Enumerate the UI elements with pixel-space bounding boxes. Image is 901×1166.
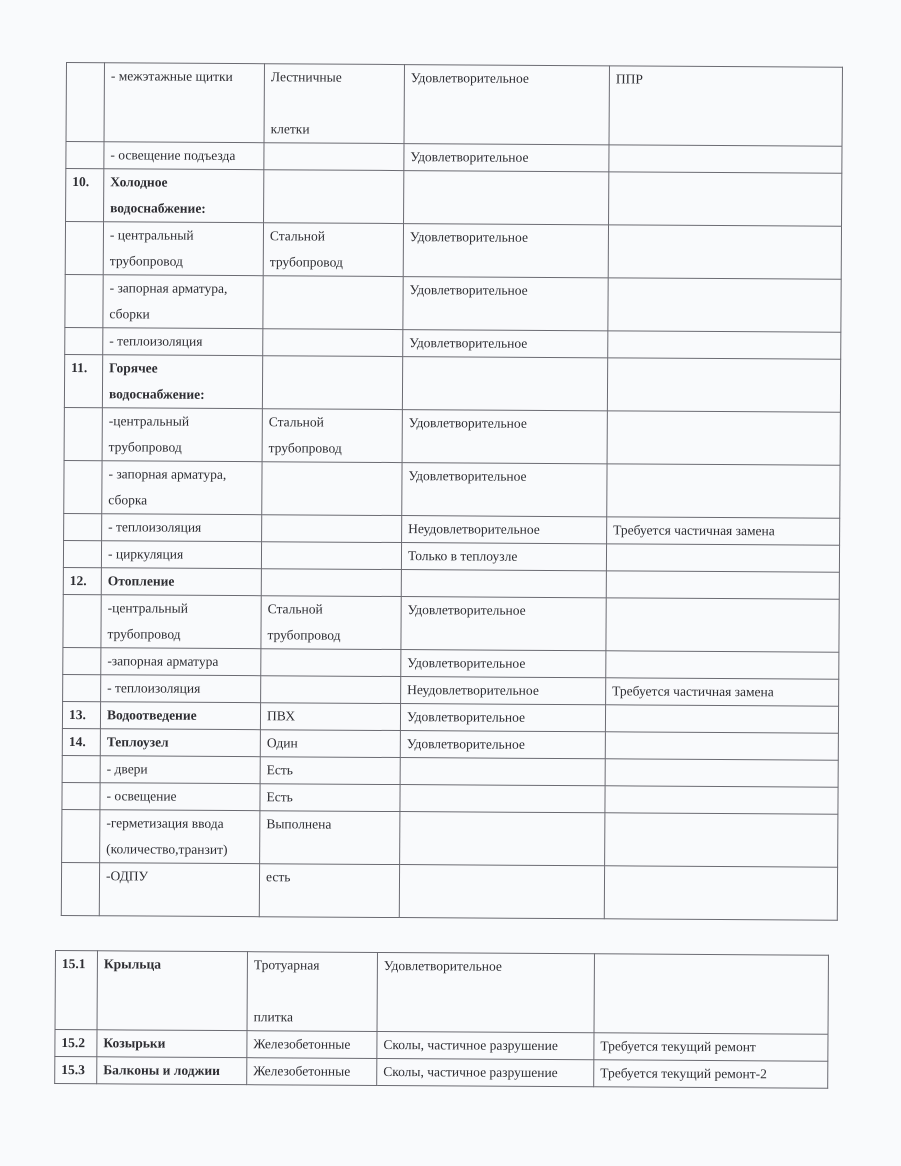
element-name-cell: Козырьки	[97, 1030, 247, 1058]
material-cell	[261, 569, 401, 597]
row-number-cell	[65, 274, 103, 327]
row-number-cell: 15.3	[55, 1057, 97, 1084]
condition-cell: Удовлетворительное	[403, 330, 608, 358]
condition-cell: Неудовлетворительное	[402, 516, 607, 544]
element-name-cell: - теплоизоляция	[101, 675, 261, 703]
table-row	[63, 594, 839, 652]
inspection-table-main	[61, 62, 843, 921]
material-cell	[262, 462, 402, 516]
table-row	[65, 222, 841, 280]
row-number-cell	[63, 540, 101, 567]
element-name-cell: - двери	[100, 756, 260, 784]
table-row	[63, 647, 839, 679]
table-row	[65, 274, 841, 332]
row-number-cell	[64, 513, 102, 540]
condition-cell	[404, 171, 609, 225]
row-number-cell	[61, 862, 99, 915]
material-cell	[263, 276, 403, 330]
row-number-cell	[63, 674, 101, 701]
element-name-cell: -центральный трубопровод	[102, 408, 262, 462]
element-name-cell: - межэтажные щитки	[104, 63, 264, 143]
condition-cell: Удовлетворительное	[404, 65, 609, 145]
table-row	[64, 513, 840, 545]
element-name-cell: -герметизация ввода (количество,транзит)	[100, 810, 260, 864]
row-number-cell	[64, 407, 102, 460]
condition-cell	[402, 357, 607, 411]
table-row	[55, 951, 828, 1035]
note-cell	[608, 331, 841, 359]
condition-cell: Удовлетворительное	[400, 731, 605, 759]
material-cell	[262, 356, 402, 410]
element-name-cell: Водоотведение	[100, 702, 260, 730]
material-cell: Стальной трубопровод	[263, 223, 403, 277]
element-name-cell: Теплоузел	[100, 729, 260, 757]
material-cell: Один	[260, 730, 400, 758]
row-number-cell: 10.	[66, 169, 104, 222]
material-cell	[262, 515, 402, 543]
condition-cell: Удовлетворительное	[402, 463, 607, 517]
material-cell	[263, 329, 403, 357]
condition-cell: Неудовлетворительное	[401, 677, 606, 705]
inspection-table-exterior	[54, 950, 829, 1089]
note-cell	[605, 786, 838, 814]
row-number-cell: 11.	[64, 354, 102, 407]
note-cell	[605, 705, 838, 733]
row-number-cell	[66, 63, 104, 142]
note-cell: Требуется текущий ремонт	[594, 1033, 828, 1061]
note-cell	[605, 813, 838, 867]
material-cell: Тротуарная плитка	[247, 952, 377, 1032]
note-cell	[605, 759, 838, 787]
material-cell	[264, 170, 404, 224]
element-name-cell: Балконы и лоджии	[97, 1057, 247, 1085]
row-number-cell	[62, 755, 100, 782]
element-name-cell: -центральный трубопровод	[101, 595, 261, 649]
element-name-cell: -ОДПУ	[99, 863, 259, 917]
row-number-cell	[63, 647, 101, 674]
row-number-cell	[65, 222, 103, 275]
row-number-cell: 13.	[62, 701, 100, 728]
table-row	[66, 63, 842, 147]
note-cell	[609, 145, 842, 173]
note-cell	[606, 598, 839, 652]
material-cell	[261, 542, 401, 570]
note-cell	[607, 411, 840, 465]
material-cell: есть	[259, 864, 399, 918]
condition-cell	[401, 570, 606, 598]
element-name-cell: - теплоизоляция	[102, 514, 262, 542]
element-name-cell: - запорная арматура, сборка	[102, 461, 262, 515]
condition-cell: Удовлетворительное	[404, 144, 609, 172]
material-cell	[264, 143, 404, 171]
table-row	[61, 862, 837, 920]
note-cell	[594, 954, 828, 1034]
table-row	[63, 674, 839, 706]
element-name-cell: - освещение подъезда	[104, 142, 264, 170]
row-number-cell	[62, 809, 100, 862]
material-cell	[261, 649, 401, 677]
note-cell	[606, 544, 839, 572]
note-cell	[606, 651, 839, 679]
material-cell: ПВХ	[260, 703, 400, 731]
element-name-cell: - центральный трубопровод	[103, 222, 263, 276]
element-name-cell: - теплоизоляция	[103, 328, 263, 356]
note-cell	[608, 278, 841, 332]
condition-cell: Сколы, частичное разрушение	[377, 1031, 594, 1059]
element-name-cell: - запорная арматура, сборки	[103, 275, 263, 329]
table-row	[64, 354, 840, 412]
element-name-cell: Отопление	[101, 568, 261, 596]
element-name-cell: Холодное водоснабжение:	[104, 169, 264, 223]
row-number-cell: 14.	[62, 728, 100, 755]
material-cell: Железобетонные	[247, 1058, 377, 1086]
note-cell: Требуется текущий ремонт-2	[594, 1060, 828, 1088]
material-cell: Железобетонные	[247, 1031, 377, 1059]
element-name-cell: Горячее водоснабжение:	[102, 355, 262, 409]
element-name-cell: - освещение	[100, 783, 260, 811]
row-number-cell	[64, 460, 102, 513]
element-name-cell: Крыльца	[97, 951, 247, 1031]
table-row	[64, 407, 840, 465]
condition-cell: Удовлетворительное	[401, 597, 606, 651]
condition-cell: Удовлетворительное	[403, 277, 608, 331]
row-number-cell	[66, 142, 104, 169]
element-name-cell: -запорная арматура	[101, 648, 261, 676]
table-row	[63, 540, 839, 572]
condition-cell: Удовлетворительное	[401, 650, 606, 678]
row-number-cell: 12.	[63, 567, 101, 594]
material-cell	[261, 676, 401, 704]
note-cell: Требуется частичная замена	[607, 517, 840, 545]
note-cell	[605, 732, 838, 760]
row-number-cell	[62, 782, 100, 809]
material-cell: Лестничные клетки	[264, 64, 404, 144]
note-cell: ППР	[609, 66, 842, 146]
table-row	[55, 1057, 828, 1089]
note-cell	[608, 225, 841, 279]
condition-cell: Удовлетворительное	[402, 410, 607, 464]
note-cell	[604, 866, 837, 920]
condition-cell: Сколы, частичное разрушение	[377, 1058, 594, 1086]
table-row	[62, 701, 838, 733]
material-cell: Стальной трубопровод	[261, 596, 401, 650]
row-number-cell	[65, 327, 103, 354]
condition-cell: Удовлетворительное	[400, 704, 605, 732]
table-row	[62, 809, 838, 867]
row-number-cell: 15.2	[55, 1030, 97, 1057]
note-cell	[607, 464, 840, 518]
condition-cell	[399, 865, 604, 919]
material-cell: Есть	[260, 757, 400, 785]
material-cell: Есть	[260, 784, 400, 812]
condition-cell	[400, 758, 605, 786]
row-number-cell	[63, 594, 101, 647]
note-cell	[609, 172, 842, 226]
note-cell	[607, 358, 840, 412]
condition-cell	[400, 812, 605, 866]
element-name-cell: - циркуляция	[101, 541, 261, 569]
row-number-cell: 15.1	[55, 951, 97, 1030]
condition-cell: Только в теплоузле	[401, 543, 606, 571]
material-cell: Выполнена	[260, 811, 400, 865]
note-cell: Требуется частичная замена	[606, 678, 839, 706]
material-cell: Стальной трубопровод	[262, 409, 402, 463]
table-row	[66, 169, 842, 227]
condition-cell	[400, 785, 605, 813]
condition-cell: Удовлетворительное	[377, 952, 594, 1032]
table-row	[64, 460, 840, 518]
condition-cell: Удовлетворительное	[403, 224, 608, 278]
table-row	[65, 327, 841, 359]
table-row	[66, 142, 842, 174]
note-cell	[606, 571, 839, 599]
